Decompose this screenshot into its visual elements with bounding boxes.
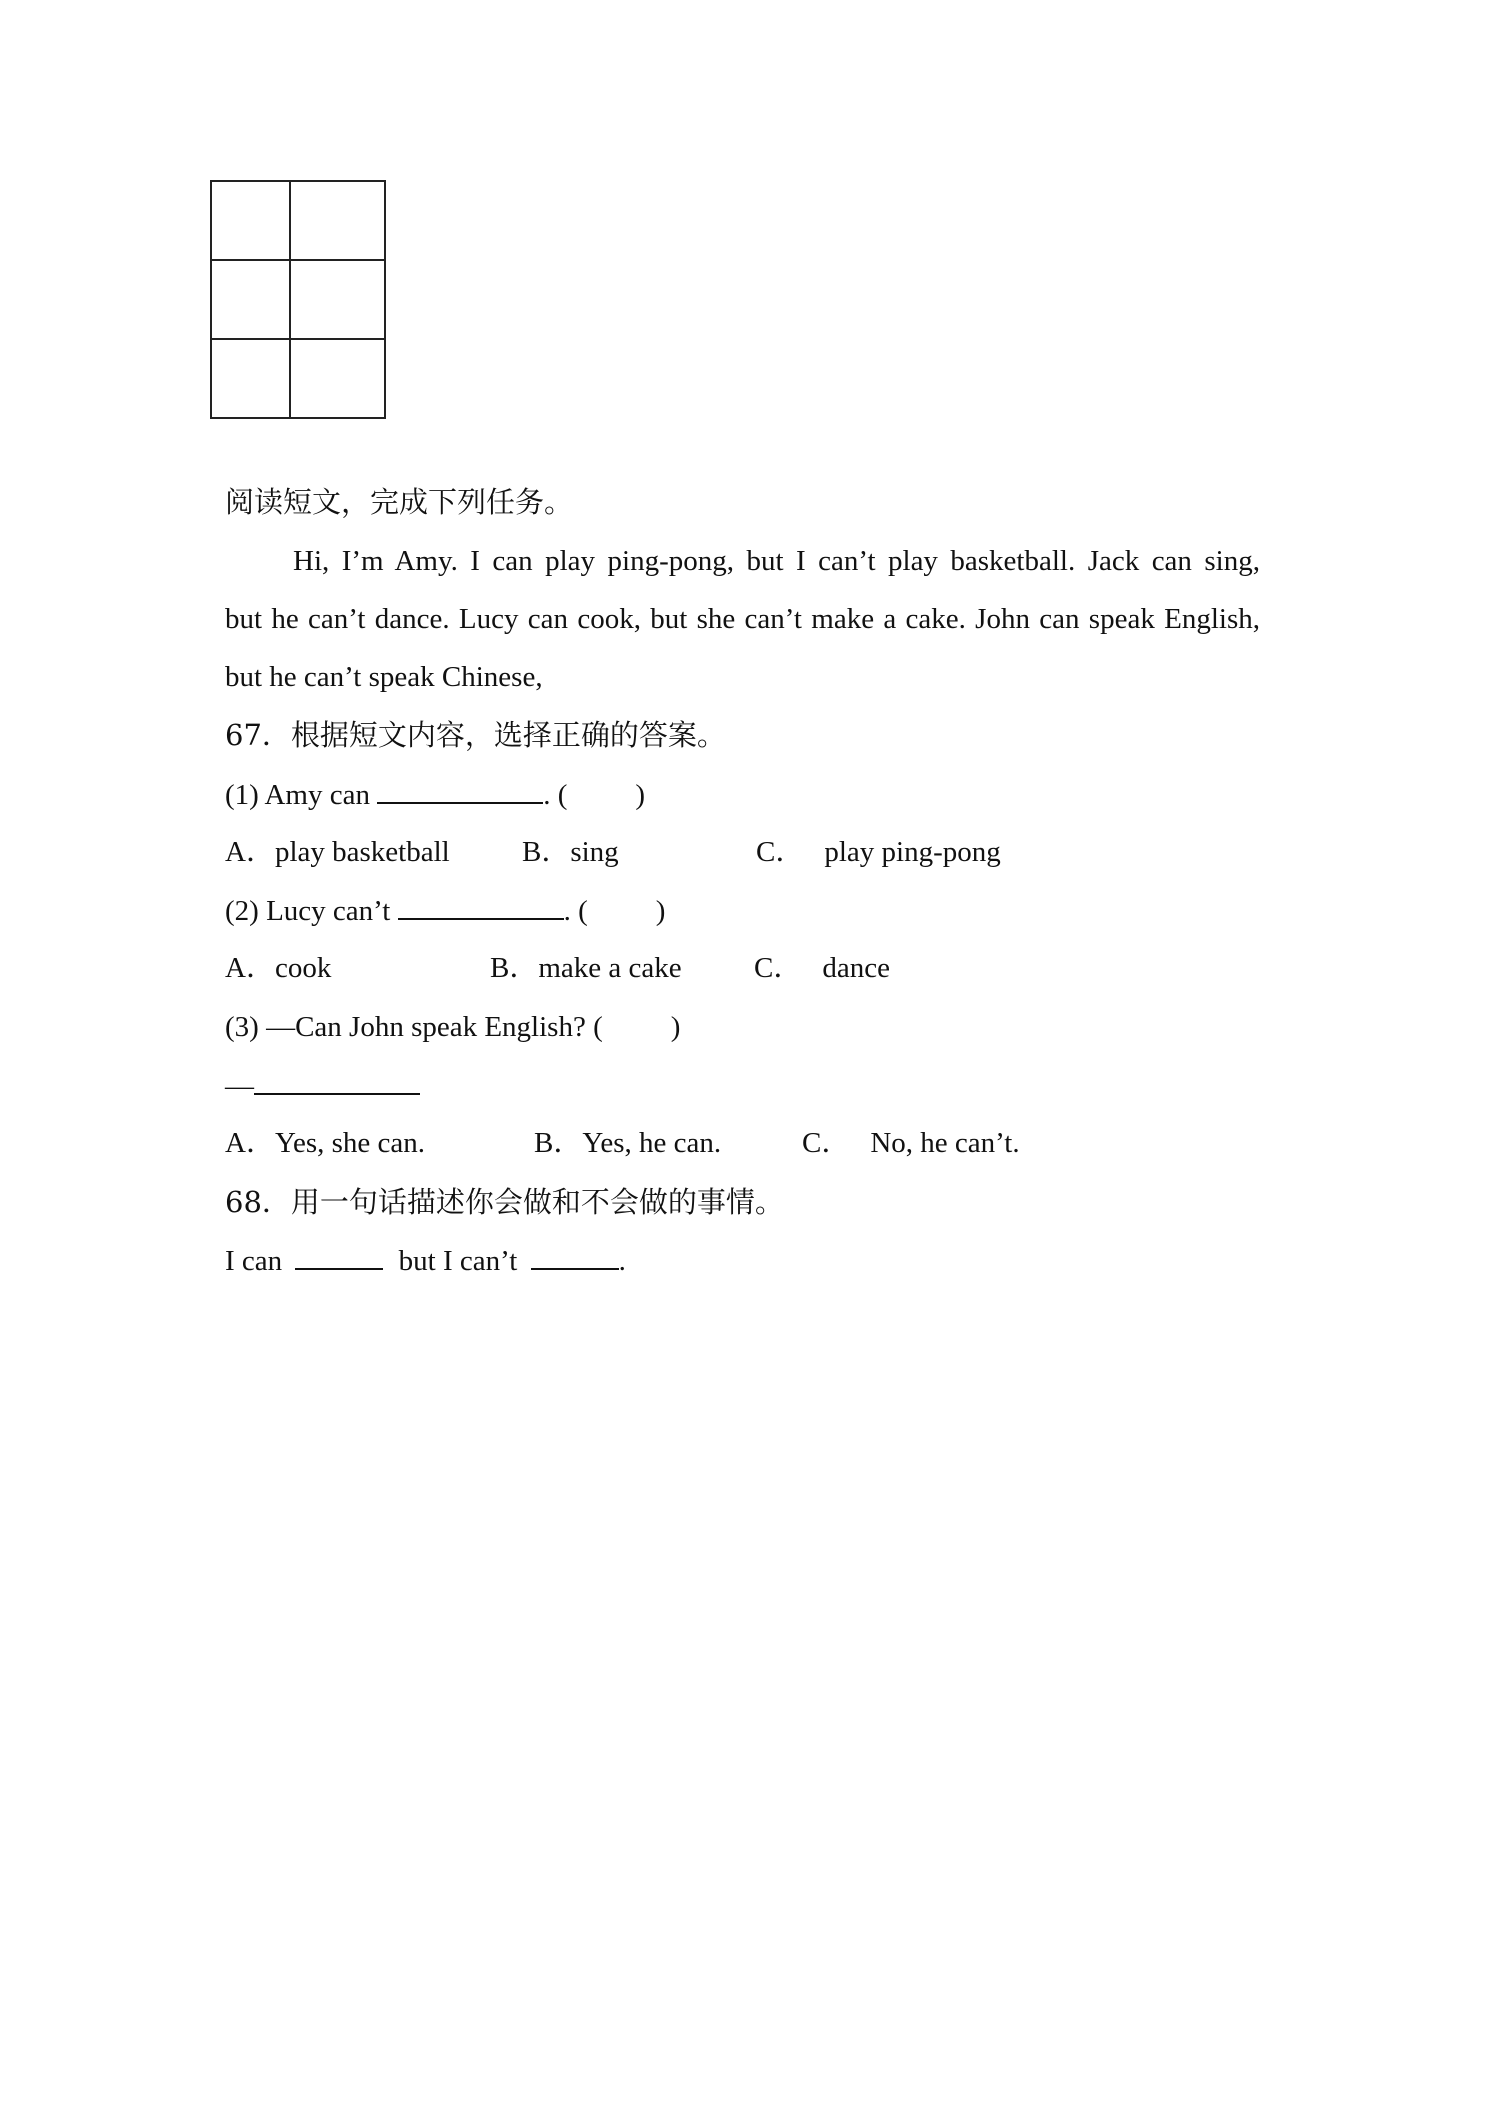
option-letter: B． [534,1127,583,1159]
answer-blank[interactable] [377,776,543,804]
option-c[interactable] [756,834,1001,870]
option-text: play ping-pong [824,836,1001,868]
passage-line-1: Hi, I’m Amy. I can play ping-pong, but I can’t play basketball. Jack can sing, [293,545,1260,577]
sub-question-2 [225,892,665,929]
grid-cell[interactable] [290,181,385,260]
option-letter: C． [802,1127,851,1159]
reading-instruction: 阅读短文，完成下列任务。 [225,485,574,519]
sub-question-2-prefix: (2) Lucy can’t [225,895,391,927]
option-text: dance [822,952,890,984]
option-b[interactable] [534,1125,721,1161]
question-67-heading: 67．根据短文内容，选择正确的答案。 [225,718,726,752]
grid-cell[interactable] [290,260,385,339]
answer-grid [210,180,386,419]
paren-close: ) [655,895,666,927]
grid-cell[interactable] [290,339,385,418]
option-letter: C． [756,836,805,868]
option-text: sing [570,836,619,868]
option-a[interactable] [225,1125,425,1161]
sub-question-3-text: (3) —Can John speak English? ( [225,1011,603,1043]
sentence-part-2: but I can’t [398,1245,518,1277]
answer-blank[interactable] [398,892,564,920]
option-letter: B． [490,952,539,984]
paren-close: ) [635,779,646,811]
option-text: cook [274,952,332,984]
option-a[interactable] [225,834,450,870]
passage-line-3: but he can’t speak Chinese, [225,661,543,693]
option-text: No, he can’t. [870,1127,1020,1159]
option-a[interactable] [225,950,331,986]
sentence-part-1: I can [225,1245,283,1277]
passage-line-2: but he can’t dance. Lucy can cook, but she can’t make a cake. John can speak English, [225,603,1260,635]
answer-blank[interactable] [254,1067,420,1095]
answer-dash: — [225,1070,254,1102]
grid-cell[interactable] [211,181,290,260]
cant-blank[interactable] [531,1242,619,1270]
option-b[interactable] [522,834,619,870]
sentence-end: . [618,1245,626,1277]
option-text: Yes, she can. [274,1127,426,1159]
sub-question-1-prefix: (1) Amy can [225,779,370,811]
option-letter: B． [522,836,571,868]
sub-question-3 [225,1009,680,1045]
option-c[interactable] [802,1125,1020,1161]
option-text: play basketball [274,836,450,868]
option-letter: A． [225,836,275,868]
paren-close: ) [670,1011,681,1043]
option-letter: C． [754,952,803,984]
grid-cell[interactable] [211,339,290,418]
grid-cell[interactable] [211,260,290,339]
option-b[interactable] [490,950,682,986]
sub-question-2-suffix: . ( [563,895,588,927]
question-68-sentence [225,1242,626,1279]
option-letter: A． [225,952,275,984]
option-text: make a cake [538,952,682,984]
sub-question-3-answer-line [225,1067,420,1104]
question-68-heading: 68．用一句话描述你会做和不会做的事情。 [225,1185,784,1219]
option-letter: A． [225,1127,275,1159]
sub-question-1 [225,776,645,813]
option-c[interactable] [754,950,890,986]
sub-question-1-suffix: . ( [543,779,568,811]
option-text: Yes, he can. [582,1127,722,1159]
can-blank[interactable] [295,1242,383,1270]
